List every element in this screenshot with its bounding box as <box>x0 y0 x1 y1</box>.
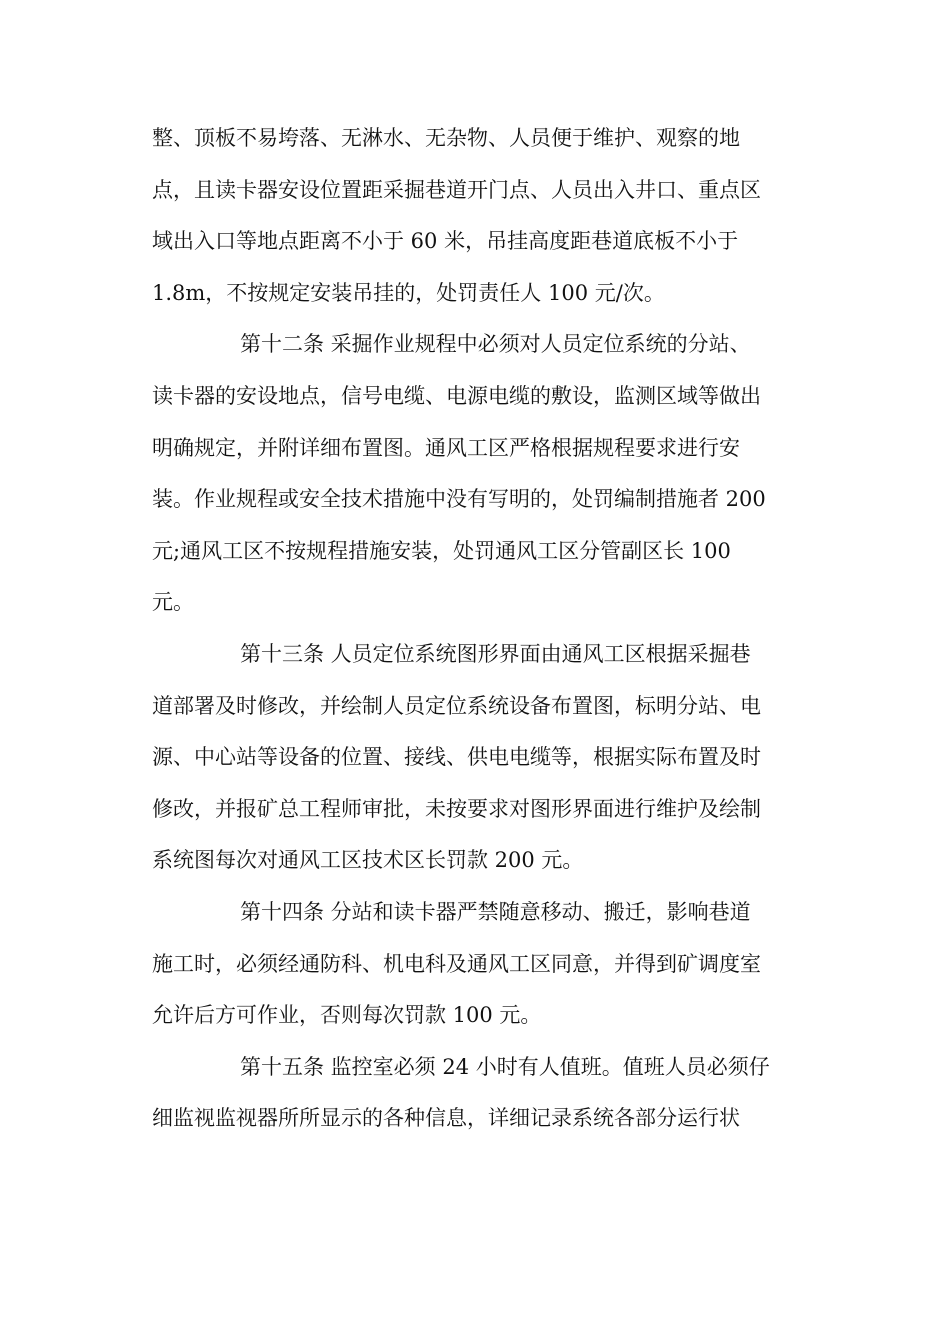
text-line: 系统图每次对通风工区技术区长罚款 200 元。 <box>152 848 584 873</box>
text-line: 明确规定，并附详细布置图。通风工区严格根据规程要求进行安 <box>152 435 740 460</box>
text-line: 施工时，必须经通防科、机电科及通风工区同意，并得到矿调度室 <box>152 951 761 976</box>
text-line: 域出入口等地点距离不小于 60 米，吊挂高度距巷道底板不小于 <box>152 229 739 254</box>
article-heading-line: 第十四条 分站和读卡器严禁随意移动、搬迁，影响巷道 <box>240 899 751 924</box>
text-line: 修改，并报矿总工程师审批，未按要求对图形界面进行维护及绘制 <box>152 796 761 821</box>
text-line: 细监视监视器所所显示的各种信息，详细记录系统各部分运行状 <box>152 1106 740 1131</box>
text-line: 装。作业规程或安全技术措施中没有写明的，处罚编制措施者 200 <box>152 487 766 512</box>
article-heading-line: 第十五条 监控室必须 24 小时有人值班。值班人员必须仔 <box>240 1054 770 1079</box>
text-line: 允许后方可作业，否则每次罚款 100 元。 <box>152 1003 542 1028</box>
text-line: 源、中心站等设备的位置、接线、供电电缆等，根据实际布置及时 <box>152 745 761 770</box>
text-line: 读卡器的安设地点，信号电缆、电源电缆的敷设，监测区域等做出 <box>152 383 761 408</box>
text-line: 元;通风工区不按规程措施安装，处罚通风工区分管副区长 100 <box>152 538 731 563</box>
text-line: 整、顶板不易垮落、无淋水、无杂物、人员便于维护、观察的地 <box>152 126 740 150</box>
article-heading-line: 第十二条 采掘作业规程中必须对人员定位系统的分站、 <box>240 332 751 357</box>
document-body <box>152 113 812 1145</box>
text-line: 1.8m，不按规定安装吊挂的，处罚责任人 100 元/次。 <box>152 280 665 305</box>
text-line: 点，且读卡器安设位置距采掘巷道开门点、人员出入井口、重点区 <box>152 177 761 202</box>
text-line: 道部署及时修改，并绘制人员定位系统设备布置图，标明分站、电 <box>152 693 761 718</box>
article-heading-line: 第十三条 人员定位系统图形界面由通风工区根据采掘巷 <box>240 641 751 666</box>
text-line: 元。 <box>152 590 194 615</box>
